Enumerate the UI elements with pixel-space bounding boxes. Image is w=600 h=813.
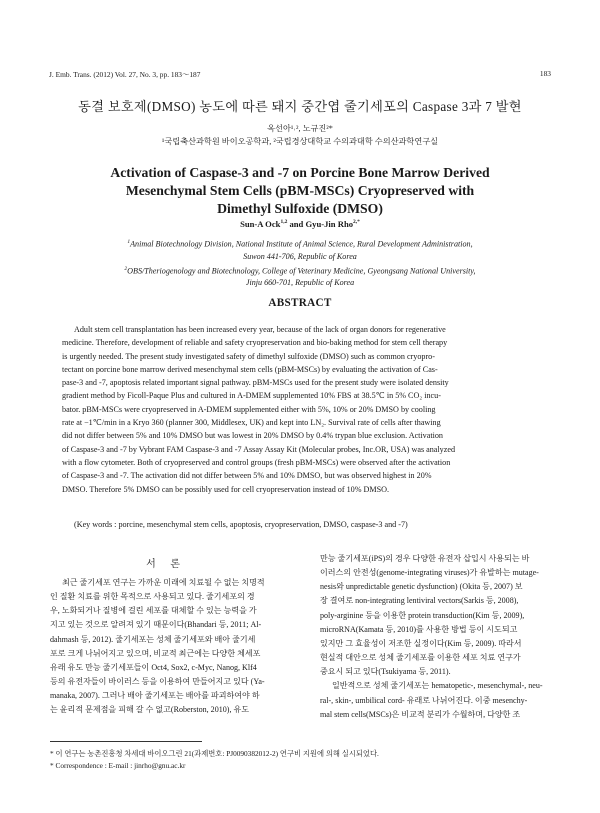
affil-text: Animal Biotechnology Division, National Institute of Animal Science, Rural Development Administration, bbox=[130, 239, 473, 249]
abstract-line: medicine. Therefore, development of reliable and safety cryopreservation and bio-baking method for stem cell therapy bbox=[62, 338, 448, 348]
author-name: Gyu-Jin Rho bbox=[305, 219, 354, 229]
text-line: 중요시 되고 있다(Tsukiyama 등, 2011). bbox=[320, 667, 451, 677]
abstract-line: with a flow cytometer. Both of cryopreserved and control groups (fresh pBM-MSCs) were observed after the activation bbox=[62, 457, 451, 467]
journal-citation: J. Emb. Trans. (2012) Vol. 27, No. 3, pp. 183～187 bbox=[49, 70, 201, 79]
abstract-line: pase-3 and -7, apoptosis related important signal pathway. pBM-MSCs used for the present study were isolated density bbox=[62, 378, 449, 388]
text-line: microRNA(Kamata 등, 2010)를 사용한 방법 등이 시도되고 bbox=[320, 624, 518, 634]
english-title-line: Mesenchymal Stem Cells (pBM-MSCs) Cryopreserved with bbox=[125, 183, 475, 198]
footnotes bbox=[50, 748, 530, 772]
abstract-line: rate at −1℃/min in a Kryo 360 (planner 300, Middlesex, UK) and kept into LN₂. Survival rate of cells after thawing bbox=[62, 418, 441, 428]
korean-authors: 옥선아¹˒², 노규진²* bbox=[267, 124, 333, 133]
text-line: 일반적으로 성체 줄기세포는 hematopetic-, mesenchymal-, neu- bbox=[332, 681, 543, 691]
abstract-line: of Caspase-3 and -7. The activation did not differ between 5% and 10% DMSO, but was observed highest in 20% bbox=[62, 471, 432, 481]
affil-text: OBS/Theriogenology and Biotechnology, College of Veterinary Medicine, Gyeongsang National University, bbox=[127, 266, 476, 276]
intro-left-column bbox=[50, 576, 282, 718]
text-line: 있지만 그 효율성이 저조한 실정이다(Kim 등, 2009). 따라서 bbox=[320, 638, 522, 648]
text-line: 지고 있는 것으로 알려져 있기 때문이다(Bhandari 등, 2011; Al- bbox=[50, 620, 262, 630]
funding-note: * 이 연구는 농촌진흥청 차세대 바이오그린 21(과제번호: PJ0090382012-2) 연구비 지원에 의해 실시되었다. bbox=[50, 749, 379, 758]
text-line: mal stem cells(MSCs)은 비교적 분리가 수월하며, 다양한 조 bbox=[320, 709, 521, 719]
text-line: 는 윤리적 문제점을 피해 갈 수 없고(Roberston, 2010), 유도 bbox=[50, 705, 250, 715]
affil-mark: 1 bbox=[127, 239, 131, 245]
correspondence-note: * Correspondence : E-mail : jinrho@gnu.ac.kr bbox=[50, 761, 186, 770]
abstract-line: Adult stem cell transplantation has been increased every year, because of the lack of organ donors for regenerative bbox=[74, 325, 446, 334]
affil-mark: 2 bbox=[124, 265, 128, 272]
korean-title: 동결 보호제(DMSO) 농도에 따른 돼지 중간엽 줄기세포의 Caspase 3과 7 발현 bbox=[78, 99, 522, 114]
abstract-line: did not differ between 5% and 10% DMSO but was lowest in 20% DMSO by 0.4% trypan blue exclusion. Activation bbox=[62, 431, 443, 441]
abstract-heading: ABSTRACT bbox=[268, 297, 332, 309]
footnote-divider bbox=[50, 741, 202, 742]
affiliation-line bbox=[50, 236, 550, 251]
keywords: (Key words : porcine, mesenchymal stem cells, apoptosis, cryopreservation, DMSO, caspase-3 and -7) bbox=[74, 520, 408, 529]
abstract-line: tectant on porcine bone marrow derived mesenchymal stem cells (pBM-MSCs) by evaluating the activation of Cas- bbox=[62, 364, 438, 374]
page-number: 183 bbox=[539, 69, 551, 78]
abstract-line: is urgently needed. The present study investigated safety of dimethyl sulfoxide (DMSO) such as common cryopro- bbox=[62, 351, 435, 361]
intro-right-column bbox=[320, 552, 552, 722]
author-affil-mark: 2,* bbox=[353, 219, 360, 226]
english-affiliations bbox=[50, 236, 550, 289]
abstract-line: gradient method by Ficoll-Paque Plus and cultured in A-DMEM supplemented 10% FBS at 38.5℃ in 5% CO₂ incu- bbox=[62, 391, 441, 401]
english-title bbox=[60, 164, 540, 218]
text-line: 최근 줄기세포 연구는 가까운 미래에 치료될 수 없는 치명적 bbox=[62, 578, 265, 587]
text-line: dahmash 등, 2012). 줄기세포는 성체 줄기세포와 배아 줄기세 bbox=[50, 634, 256, 644]
korean-affiliations: ¹국립축산과학원 바이오공학과, ²국립경상대학교 수의과대학 수의산과학연구실 bbox=[161, 137, 439, 146]
running-header bbox=[49, 69, 551, 81]
affiliation-line: Jinju 660-701, Republic of Korea bbox=[245, 278, 355, 288]
abstract-body bbox=[62, 323, 538, 496]
text-line: 유래 유도 만능 줄기세포들이 Oct4, Sox2, c-Myc, Nanog, Klf4 bbox=[50, 662, 257, 672]
text-line: 만능 줄기세포(iPS)의 경우 다양한 유전자 삽입시 사용되는 바 bbox=[320, 554, 530, 563]
abstract-line: bator. pBM-MSCs were cryopreserved in A-DMEM supplemented either with 5%, 10% or 20% DMSO by cooling bbox=[62, 404, 436, 414]
section-title: 서 론 bbox=[146, 559, 186, 570]
english-title-line: Dimethyl Sulfoxide (DMSO) bbox=[217, 201, 383, 216]
affiliation-line bbox=[50, 263, 550, 278]
author-affil-mark: 1,2 bbox=[280, 219, 288, 226]
text-line: 등의 유전자들이 바이러스 등을 이용하여 만들어지고 있다 (Ya- bbox=[50, 677, 265, 687]
text-line: poly-arginine 등을 이용한 protein transduction(Kim 등, 2009), bbox=[320, 610, 525, 620]
affiliation-line: Suwon 441-706, Republic of Korea bbox=[243, 251, 357, 261]
text-line: 포로 크게 나뉘어지고 있으며, 비교적 최근에는 다양한 체세포 bbox=[50, 648, 261, 658]
text-line: ral-, skin-, umbilical cord- 유래로 나뉘어진다. 이중 mesenchy- bbox=[320, 695, 528, 705]
author-conjunction: and bbox=[289, 219, 304, 229]
english-title-line: Activation of Caspase-3 and -7 on Porcine Bone Marrow Derived bbox=[110, 165, 490, 180]
text-line: 현실적 대안으로 성체 줄기세포를 이용한 세포 치료 연구가 bbox=[320, 653, 521, 663]
text-line: manaka, 2007). 그러나 배아 줄기세포는 배아를 파괴하여야 하 bbox=[50, 691, 260, 701]
text-line: 장 결여로 non-integrating lentiviral vectors(Sarkis 등, 2008), bbox=[320, 596, 519, 606]
text-line: 이러스의 안전성(genome-integrating viruses)가 유발하는 mutage- bbox=[320, 568, 539, 578]
abstract-line: of Caspase-3 and -7 by Vybrant FAM Caspase-3 and -7 Assay Assay Kit (Molecular probes, Inc.OR, USA) was analyzed bbox=[62, 444, 456, 454]
english-authors bbox=[40, 219, 560, 229]
text-line: nesis와 unpredictable genetic dysfunction) (Okita 등, 2007) 보 bbox=[320, 582, 523, 592]
text-line: 인 질환 치료를 위한 목적으로 사용되고 있다. 줄기세포의 경 bbox=[50, 592, 255, 602]
text-line: 우, 노화되거나 질병에 걸린 세포를 대체할 수 있는 능력을 가 bbox=[50, 606, 257, 616]
author-name: Sun-A Ock bbox=[240, 219, 281, 229]
abstract-line: DMSO. Therefore 5% DMSO can be possibly used for cell cryopreservation instead of 10% DMSO. bbox=[62, 484, 390, 494]
